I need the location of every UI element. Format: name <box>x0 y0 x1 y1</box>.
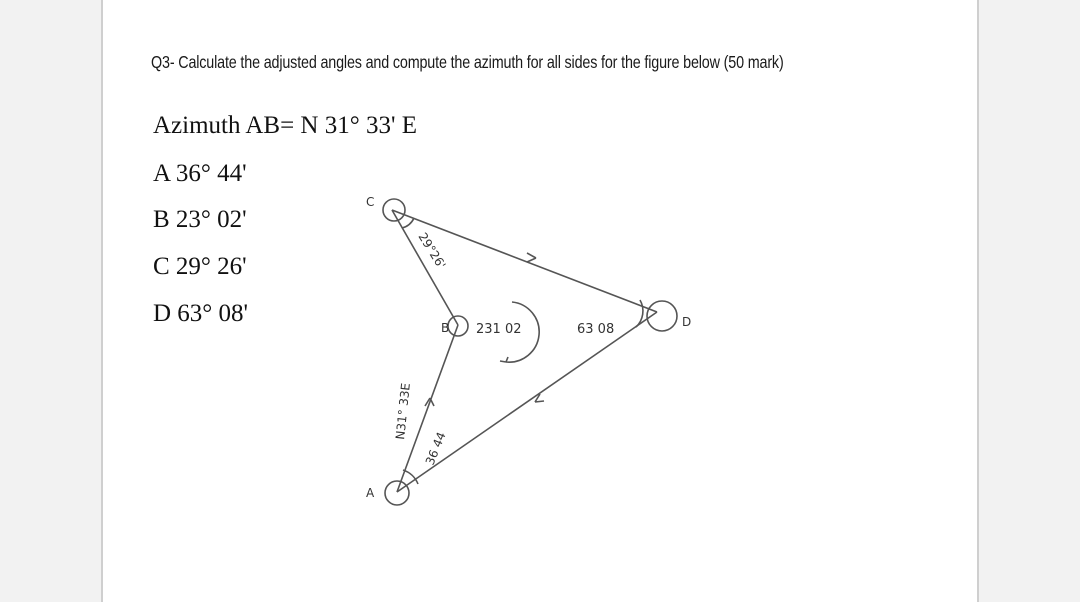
station-a-circle <box>385 481 409 505</box>
arrow-cd-icon <box>527 253 536 262</box>
label-c: C <box>366 195 375 209</box>
angle-b-arrow-icon <box>500 357 508 362</box>
label-d: D <box>682 315 692 329</box>
angle-b-label: 231 02 <box>476 322 522 337</box>
label-b: B <box>441 321 450 335</box>
bearing-ab-label: N31° 33E <box>393 382 413 441</box>
angle-a-label: 36 44 <box>422 430 449 468</box>
question-title: Q3- Calculate the adjusted angles and compute the azimuth for all sides for the figure below (50 mark) <box>151 52 784 72</box>
angle-d-text: D 63° 08' <box>153 300 249 327</box>
label-a: A <box>366 486 375 500</box>
angle-c-label: 29°26' <box>415 230 449 272</box>
angle-c-text: C 29° 26' <box>153 253 247 280</box>
angle-b-text: B 23° 02' <box>153 206 247 233</box>
azimuth-ab-text: Azimuth AB= N 31° 33' E <box>153 112 418 139</box>
angle-a-text: A 36° 44' <box>153 160 247 187</box>
angle-c-arc <box>402 218 414 228</box>
angle-d-label: 63 08 <box>577 322 615 337</box>
